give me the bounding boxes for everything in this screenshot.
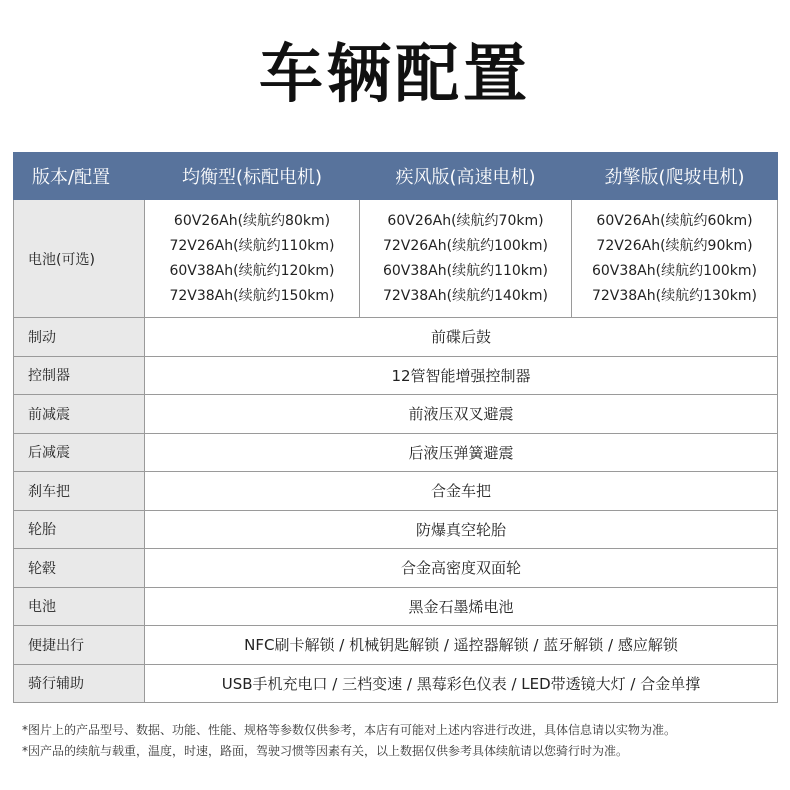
table-row-wheel-hub: [14, 549, 778, 588]
row-label: 轮胎: [14, 510, 145, 549]
header-balanced: 均衡型(标配电机): [145, 153, 360, 200]
table-row-tire: [14, 510, 778, 549]
battery-balanced: [145, 200, 360, 318]
table-header-row: [14, 153, 778, 200]
battery-gale: [360, 200, 572, 318]
row-value: 前液压双叉避震: [145, 395, 778, 434]
header-power: 劲擎版(爬坡电机): [572, 153, 778, 200]
header-gale: 疾风版(高速电机): [360, 153, 572, 200]
row-value: 黑金石墨烯电池: [145, 587, 778, 626]
battery-option: 72V38Ah(续航约130km): [591, 287, 758, 304]
table-row-brake-lever: [14, 472, 778, 511]
table-row-rear-suspension: [14, 433, 778, 472]
battery-option: 60V26Ah(续航约80km): [173, 212, 331, 229]
battery-power: [572, 200, 778, 318]
battery-option: 60V38Ah(续航约100km): [591, 262, 758, 279]
row-value: 后液压弹簧避震: [145, 433, 778, 472]
table-row-riding-assist: [14, 664, 778, 703]
battery-option: 60V38Ah(续航约110km): [382, 262, 549, 279]
row-label: 电池(可选): [14, 200, 145, 318]
row-label: 制动: [14, 318, 145, 357]
row-label: 电池: [14, 587, 145, 626]
table-row-front-suspension: [14, 395, 778, 434]
row-label: 便捷出行: [14, 626, 145, 665]
header-version-config: 版本/配置: [14, 153, 145, 200]
row-value: 合金车把: [145, 472, 778, 511]
row-label: 轮毂: [14, 549, 145, 588]
battery-option: 72V26Ah(续航约100km): [382, 237, 549, 254]
battery-option: 72V38Ah(续航约140km): [382, 287, 549, 304]
row-value: 前碟后鼓: [145, 318, 778, 357]
battery-option: 72V26Ah(续航约90km): [596, 237, 753, 254]
battery-option: 60V26Ah(续航约70km): [387, 212, 544, 229]
row-label: 骑行辅助: [14, 664, 145, 703]
row-value: 12管智能增强控制器: [145, 356, 778, 395]
row-label: 前减震: [14, 395, 145, 434]
battery-option: 60V26Ah(续航约60km): [596, 212, 753, 229]
disclaimer-note: *图片上的产品型号、数据、功能、性能、规格等参数仅供参考，本店有可能对上述内容进行改进，具体信息请以实物为准。: [22, 723, 677, 737]
battery-option: 72V26Ah(续航约110km): [169, 237, 335, 254]
table-row-battery: [14, 587, 778, 626]
row-label: 刹车把: [14, 472, 145, 511]
row-label: 后减震: [14, 433, 145, 472]
table-row-battery-options: [14, 200, 778, 318]
row-label: 控制器: [14, 356, 145, 395]
battery-option: 72V38Ah(续航约150km): [169, 287, 335, 304]
table-row-brake: [14, 318, 778, 357]
battery-option: 60V38Ah(续航约120km): [169, 262, 335, 279]
row-value: USB手机充电口 / 三档变速 / 黑莓彩色仪表 / LED带透镜大灯 / 合金单撑: [145, 664, 778, 703]
row-value: 合金高密度双面轮: [145, 549, 778, 588]
row-value: 防爆真空轮胎: [145, 510, 778, 549]
disclaimer-note: *因产品的续航与载重，温度，时速，路面，驾驶习惯等因素有关，以上数据仅供参考具体续航请以您骑行时为准。: [22, 744, 629, 758]
table-row-convenience: [14, 626, 778, 665]
row-value: NFC刷卡解锁 / 机械钥匙解锁 / 遥控器解锁 / 蓝牙解锁 / 感应解锁: [145, 626, 778, 665]
page-title: 车辆配置: [259, 38, 531, 112]
spec-table: [13, 152, 778, 703]
table-row-controller: [14, 356, 778, 395]
disclaimer-notes: [22, 720, 782, 762]
